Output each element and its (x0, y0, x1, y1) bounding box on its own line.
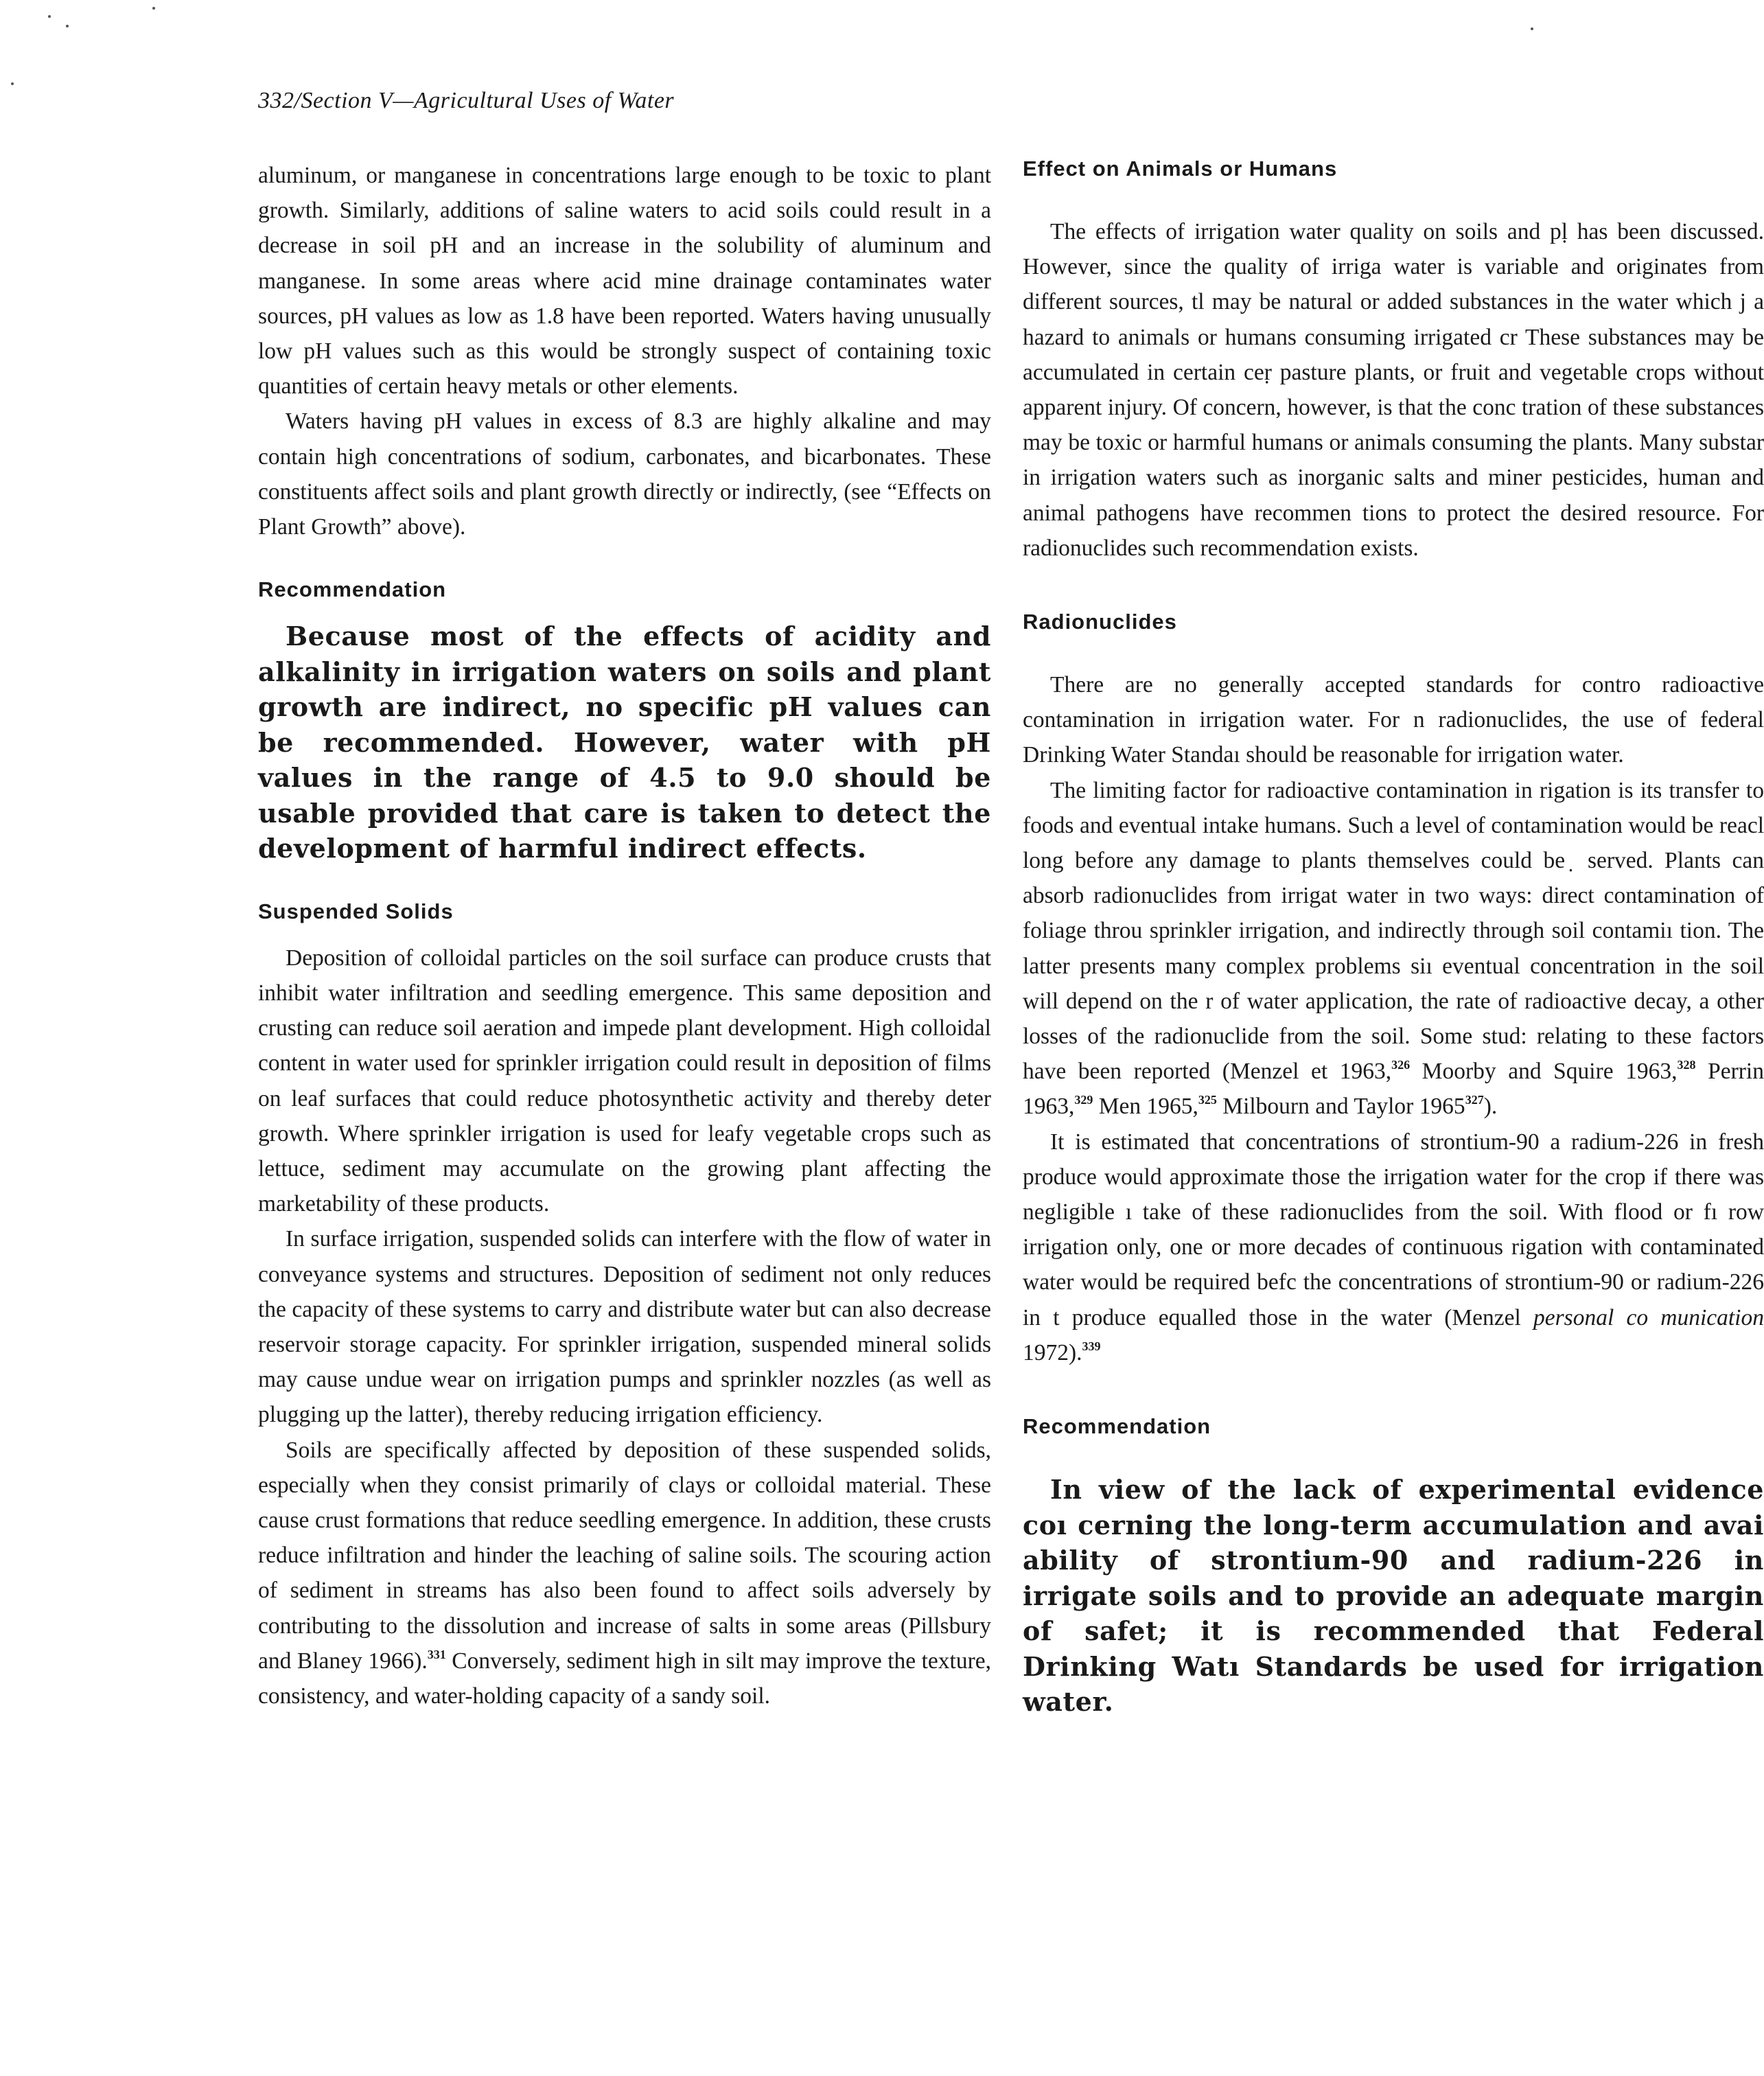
paragraph-text: Perrin 1963, (1023, 1059, 1764, 1120)
section-heading-suspended-solids: Suspended Solids (258, 899, 454, 923)
reference-number: 326 (1391, 1058, 1411, 1072)
paragraph: The effects of irrigation water quality on soils and pḷ has been discussed. However, since the quality of irriga water is variable and originates from different sources, tl may be natural or added substances in the water which j a hazard to animals or humans consuming irrigated cr These substances may be accumulated in certain ceṛ pasture plants, or fruit and vegetable crops without apparent injury. Of concern, however, is that the conc tration of these substances may be toxic or harmful humans or animals consuming the plants. Many substar in irrigation waters such as inorganic salts and miner pesticides, human and animal pathogens have recommen tions to protect the desired resource. For radionuclides such recommendation exists. (1023, 219, 1764, 561)
paragraph-text: Men 1965, (1093, 1094, 1198, 1120)
right-column (1023, 155, 1764, 1720)
scan-speck (152, 7, 155, 10)
reference-number: 329 (1074, 1093, 1093, 1107)
recommendation-text: In view of the lack of experimental evidence coı cerning the long-term accumulation and avai ability of strontium-90 and radium-226 in irrigate soils and to provide an adequate margin of safet; it is recommended that Federal Drinking Watı Standards be used for irrigation water. (1023, 1474, 1764, 1718)
paragraph-text: Moorby and Squire 1963, (1410, 1059, 1678, 1085)
section-heading-recommendation: Recommendation (1023, 1414, 1211, 1439)
left-column (258, 158, 991, 1714)
paragraph-text: It is estimated that concentrations of strontium-90 a radium-226 in fresh produce would approximate those the irrigation water for the crop if there was negligible ı take of these radionuclides from the soil. With flood or fı row irrigation only, one or more decades of continuous rigation with contaminated water would be required befc the concentrations of strontium-90 or radium-226 in t produce equalled those in the water (Menzel (1023, 1129, 1764, 1330)
reference-number: 331 (427, 1647, 446, 1661)
reference-number: 339 (1082, 1339, 1101, 1353)
italic-phrase: personal co munication (1533, 1304, 1764, 1330)
paragraph (1023, 1124, 1764, 1370)
paragraph: In surface irrigation, suspended solids can interfere with the flow of water in conveyance systems and structures. Deposition of sediment not only reduces the capacity of these systems to carry and distribute water but can also decrease reservoir storage capacity. For sprinkler irrigation, suspended mineral solids may cause undue wear on irrigation pumps and sprinkler nozzles (as well as plugging up the latter), thereby reducing irrigation efficiency. (258, 1226, 991, 1428)
paragraph: There are no generally accepted standards for contro radioactive contamination in irrigation water. For n radionuclides, the use of federal Drinking Water Standaı should be reasonable for irrigation water. (1023, 672, 1764, 768)
paragraph: Waters having pH values in excess of 8.3 are highly alkaline and may contain high concentrations of sodium, carbonates, and bicarbonates. These constituents affect soils and plant growth directly or indirectly, (see “Effects on Plant Growth” above). (258, 408, 991, 540)
running-head: 332/Section V—Agricultural Uses of Water (258, 88, 675, 113)
scan-speck (48, 15, 51, 18)
paragraph: aluminum, or manganese in concentrations large enough to be toxic to plant growth. Similarly, additions of saline waters to acid soils could result in a decrease in soil pH and an increase in the solubility of aluminum and manganese. In some areas where acid mine drainage contaminates water sources, pH values as low as 1.8 have been reported. Waters having unusually low pH values such as this would be strongly suspect of containing toxic quantities of certain heavy metals or other elements. (258, 163, 991, 400)
paragraph-text: The limiting factor for radioactive contamination in rigation is its transfer to foods and eventual intake humans. Such a level of contamination would be reacl long before any damage to plants themselves could be ̣ served. Plants can absorb radionuclides from irrigat water in two ways: direct contamination of foliage throu sprinkler irrigation, and indirectly through soil contamiı tion. The latter presents many complex problems siı eventual concentration in the soil will depend on the r of water application, the rate of radioactive decay, a other losses of the radionuclide from the soil. Some stud: relating to these factors have been reported (Menzel et 1963, (1023, 777, 1764, 1085)
section-heading-radionuclides: Radionuclides (1023, 610, 1177, 634)
paragraph (258, 1433, 991, 1714)
section-heading-effect-on-animals: Effect on Animals or Humans (1023, 157, 1338, 181)
paragraph-text: Soils are specifically affected by deposition of these suspended solids, especially when they consist primarily of clays or colloidal material. These cause crust formations that reduce seedling emergence. In addition, these crusts reduce infiltration and hinder the leaching of saline soils. The scouring action of sediment in streams has also been found to affect soils adversely by contributing to the dissolution and increase of salts in some areas (Pillsbury and Blaney 1966). (258, 1437, 991, 1674)
reference-number: 328 (1677, 1058, 1696, 1072)
scan-speck (11, 82, 14, 85)
scan-speck (1531, 27, 1533, 30)
reference-number: 327 (1465, 1093, 1484, 1107)
section-heading-recommendation: Recommendation (258, 577, 447, 602)
paragraph (1023, 773, 1764, 1124)
recommendation-text: Because most of the effects of acidity and alkalinity in irrigation waters on soils and plant growth are indirect, no specific pH values can be recommended. However, water with pH values in the range of 4.5 to 9.0 should be usable provided that care is taken to detect the development of harmful indirect effects. (258, 621, 991, 864)
paragraph-text: Conversely, sediment high in silt may improve the texture, consistency, and water-holding capacity of a sandy soil. (258, 1648, 991, 1709)
paragraph: Deposition of colloidal particles on the soil surface can produce crusts that inhibit water infiltration and seedling emergence. This same deposition and crusting can reduce soil aeration and impede plant development. High colloidal content in water used for sprinkler irrigation could result in deposition of films on leaf surfaces that could reduce photosynthetic activity and thereby deter growth. Where sprinkler irrigation is used for leafy vegetable crops such as lettuce, sediment may accumulate on the growing plant affecting the marketability of these products. (258, 945, 991, 1217)
reference-number: 325 (1198, 1093, 1217, 1107)
scan-speck (66, 25, 69, 27)
paragraph-text: 1972). (1023, 1339, 1082, 1365)
paragraph-text: Milbourn and Taylor 1965 (1216, 1094, 1465, 1120)
paragraph-text: ). (1483, 1094, 1498, 1120)
